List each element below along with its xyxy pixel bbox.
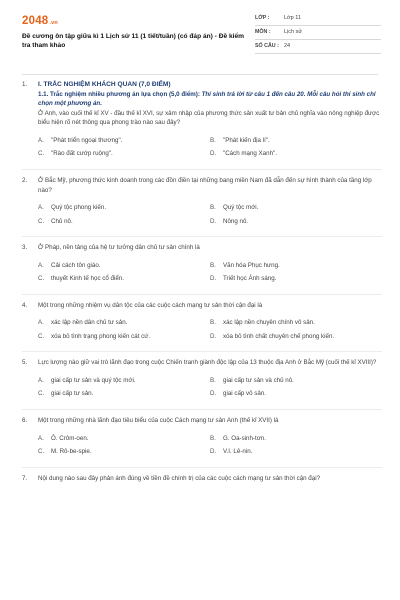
site-logo[interactable]: 2048.vn	[22, 15, 58, 27]
question-text: Ở Bắc Mỹ, phương thức kinh doanh trong các đồn điền tại những bang miền Nam đã dẫn đến sự hình thành của tầng lớp nào?	[38, 176, 372, 194]
question-number: 3.	[22, 244, 28, 252]
option-item[interactable]: B. G. Oa-sinh-tơn.	[210, 434, 266, 442]
meta-key: LỚP :	[255, 15, 270, 21]
option-item[interactable]: A. xác lập nền dân chủ tư sản.	[38, 319, 128, 327]
option-list	[38, 136, 382, 163]
section-subtitle: 1.1. Trắc nghiệm nhiều phương án lựa chọn (5,0 điểm): Thí sinh trả lời từ câu 1 đến câu 20. Mỗi câu hỏi thí sinh chỉ chọn một phương án.	[38, 90, 376, 108]
option-item[interactable]: B. xác lập nền chuyên chính vô sản.	[210, 319, 315, 327]
question-divider	[22, 169, 382, 170]
question-divider	[22, 467, 382, 468]
question-divider	[22, 294, 382, 295]
option-item[interactable]: C. Chủ nô.	[38, 217, 73, 225]
option-item[interactable]: D. xóa bỏ tình chất chuyên chế phong kiến.	[210, 332, 335, 340]
option-item[interactable]: C. xóa bỏ tình trạng phong kiến cát cứ.	[38, 332, 151, 340]
document-title: Đề cương ôn tập giữa kì 1 Lịch sử 11 (1 tiết/tuần) (có đáp án) - Đề kiểm tra tham khảo	[22, 33, 244, 50]
meta-row-grade	[255, 12, 381, 26]
option-item[interactable]: B. giai cấp tư sản và chủ nô.	[210, 376, 294, 384]
question-text: Nội dung nào sau đây phản ánh đúng về tiền đề chính trị của các cuộc cách mạng tư sản thời cận đại?	[38, 474, 321, 482]
question-item	[22, 416, 382, 468]
question-item	[22, 358, 382, 410]
question-item	[22, 474, 382, 484]
option-item[interactable]: D. giai cấp vô sản.	[210, 390, 266, 398]
meta-value: Lịch sử	[284, 29, 303, 35]
question-text: Ở Pháp, nền tảng của hệ tư tưởng dân chủ tư sản chính là	[38, 244, 200, 252]
header-divider	[22, 74, 378, 75]
section-title: I. TRẮC NGHIỆM KHÁCH QUAN (7,0 ĐIỂM)	[38, 81, 171, 88]
option-list	[38, 261, 382, 288]
option-item[interactable]: C. "Rào đất cướp ruộng".	[38, 150, 113, 158]
meta-row-count	[255, 40, 381, 54]
meta-value: Lớp 11	[284, 15, 301, 21]
question-item	[22, 176, 382, 237]
question-item	[22, 243, 382, 295]
option-item[interactable]: D. Nông nô.	[210, 217, 249, 225]
question-number: 6.	[22, 416, 28, 424]
document-header	[0, 0, 400, 64]
option-item[interactable]: A. giai cấp tư sản và quý tộc mới.	[38, 376, 136, 384]
option-item[interactable]: A. "Phát triển ngoại thương".	[38, 136, 123, 144]
question-text: Ở Anh, vào cuối thế kỉ XV - đầu thế kỉ XVI, sự xâm nhập của phương thức sản xuất tư bản chủ nghĩa vào nông nghiệp được biểu hiện rõ nét thông qua phong trào nào sau đây?	[38, 109, 380, 127]
option-item[interactable]: B. Văn hóa Phục hưng.	[210, 261, 280, 269]
question-item	[22, 80, 382, 170]
option-item[interactable]: B. "Phát kiến địa lí".	[210, 136, 270, 144]
meta-value: 24	[284, 43, 291, 49]
option-item[interactable]: C. M. Rô-be-spie.	[38, 448, 92, 456]
document-meta	[255, 12, 381, 54]
option-item[interactable]: D. V.I. Lê-nin.	[210, 448, 253, 456]
question-number: 1.	[22, 81, 28, 88]
question-text: Một trong những nhiệm vụ dân tộc của các cuộc cách mạng tư sản thời cận đại là	[38, 301, 263, 309]
meta-row-subject	[255, 26, 381, 40]
question-divider	[22, 351, 382, 352]
meta-key: SỐ CÂU :	[255, 43, 279, 49]
meta-key: MÔN :	[255, 29, 271, 35]
option-item[interactable]: B. Quý tộc mới.	[210, 204, 259, 212]
option-list	[38, 376, 382, 403]
option-item[interactable]: A. Ô. Crôm-oen.	[38, 434, 89, 442]
question-text: Lực lượng nào giữ vai trò lãnh đạo trong cuộc Chiến tranh giành độc lập của 13 thuộc địa Anh ở Bắc Mỹ (cuối thế kỉ XVIII)?	[38, 359, 377, 367]
option-list	[38, 318, 382, 345]
question-number: 4.	[22, 301, 28, 309]
question-text: Một trong những nhà lãnh đạo tiêu biểu của cuộc Cách mạng tư sản Anh (thế kỉ XVII) là	[38, 416, 279, 424]
option-item[interactable]: C. thuyết Kinh tế học cổ điển.	[38, 275, 124, 283]
option-item[interactable]: A. Quý tộc phong kiến.	[38, 204, 107, 212]
option-item[interactable]: D. Triết học Ánh sáng.	[210, 275, 277, 283]
option-list	[38, 434, 382, 461]
option-list	[38, 203, 382, 230]
section-instruction: Thí sinh trả lời từ câu 1 đến câu 20. Mỗi câu hỏi thí sinh chỉ chọn một phương án.	[38, 90, 376, 108]
question-number: 2.	[22, 176, 28, 184]
question-number: 7.	[22, 474, 28, 482]
question-divider	[22, 409, 382, 410]
question-number: 5.	[22, 359, 28, 367]
question-divider	[22, 236, 382, 237]
option-item[interactable]: A. Cải cách tôn giáo.	[38, 261, 101, 269]
question-list	[22, 80, 382, 489]
option-item[interactable]: C. giai cấp tư sản.	[38, 390, 94, 398]
question-item	[22, 301, 382, 353]
option-item[interactable]: D. "Cách mạng Xanh".	[210, 150, 277, 158]
